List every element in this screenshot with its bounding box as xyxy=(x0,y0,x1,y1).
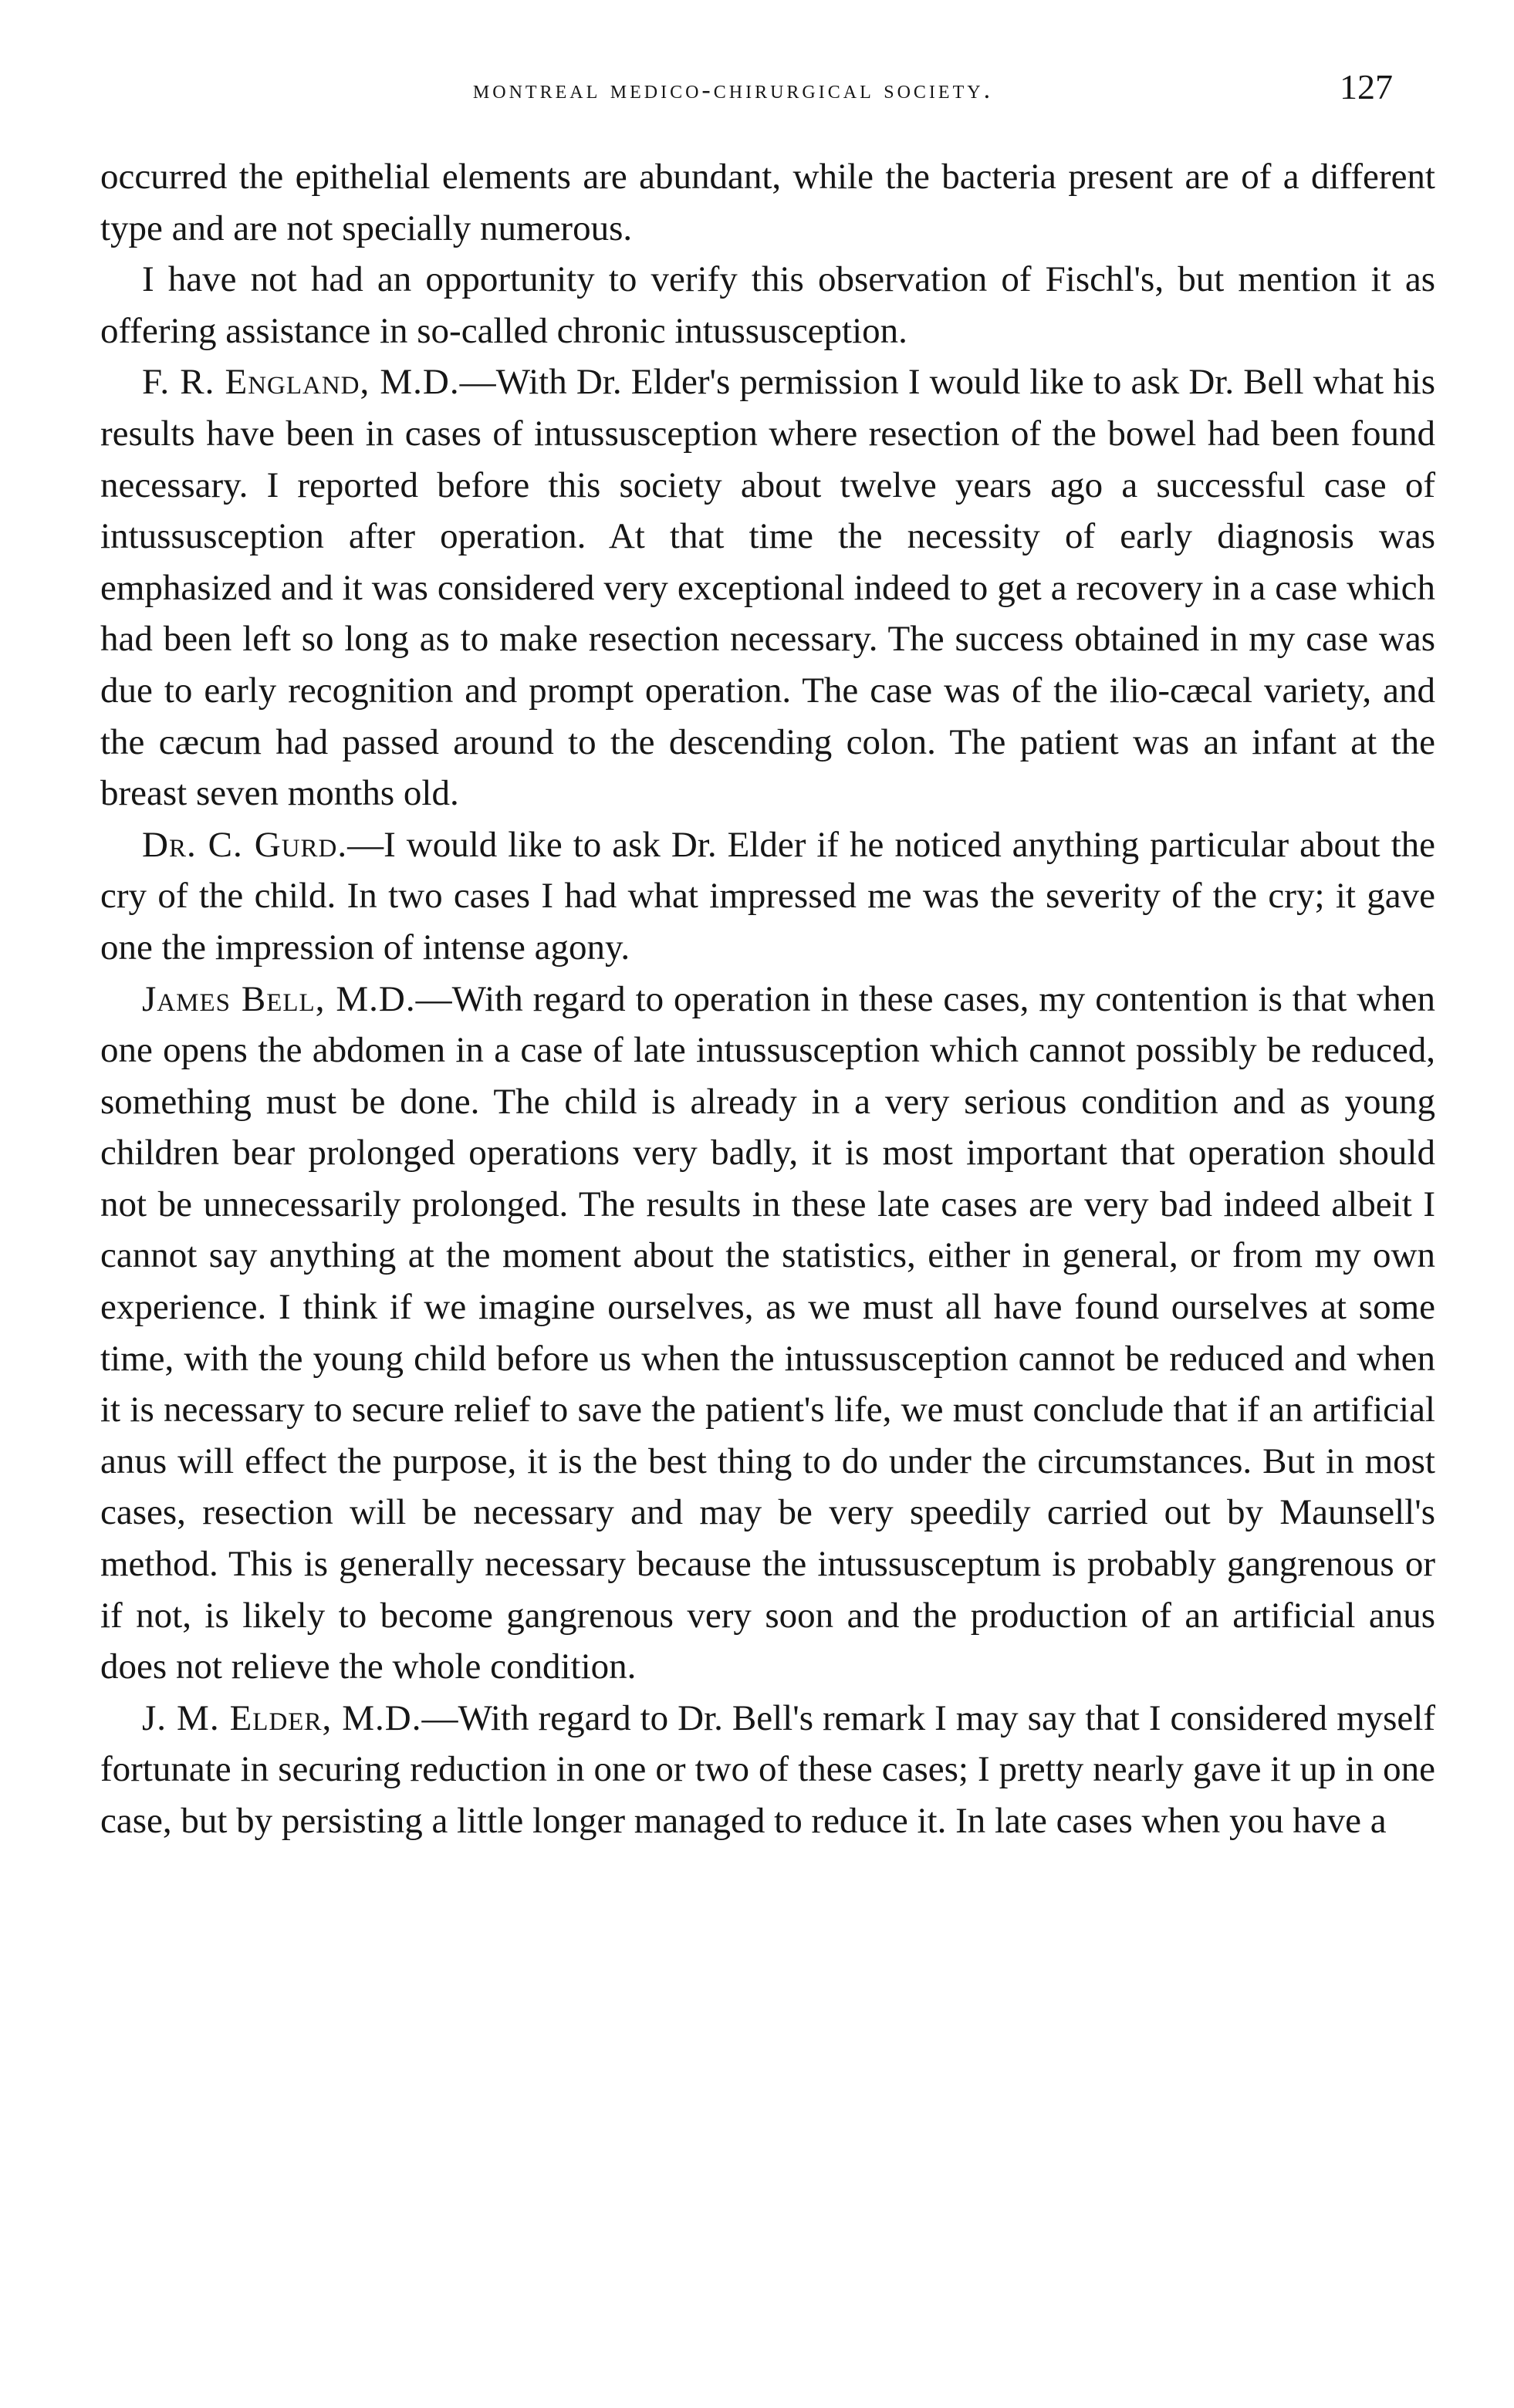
paragraph-text: occurred the epithelial elements are abundant, while the bacteria present are of a different type and are not specially numerous. xyxy=(100,157,1435,248)
running-title: montreal medico-chirurgical society. xyxy=(472,76,994,104)
paragraph-elder xyxy=(100,1693,1435,1847)
running-header xyxy=(324,76,1142,105)
paragraph-text: —With regard to Dr. Bell's remark I may say that I considered myself fortunate in securing reduction in one or two of these cases; I pretty nearly gave it up in one case, but by persisting a little longer managed to reduce it. In late cases when you have a xyxy=(100,1697,1435,1841)
paragraph-england xyxy=(100,356,1435,819)
paragraph-gurd xyxy=(100,819,1435,974)
paragraph-text: I have not had an opportunity to verify this observation of Fischl's, but mention it as offering assistance in so-called chronic intussusception. xyxy=(100,259,1435,351)
paragraph-text: —I would like to ask Dr. Elder if he noticed anything particular about the cry of the child. In two cases I had what impressed me was the severity of the cry; it gave one the impression of intense agony. xyxy=(100,824,1435,968)
paragraph-text: —With Dr. Elder's permission I would like to ask Dr. Bell what his results have been in cases of intussusception where resection of the bowel had been found necessary. I reported before this society about twelve years ago a successful case of intussusception after operation. At that time the necessity of early diagnosis was emphasized and it was considered very exceptional indeed to get a recovery in a case which had been left so long as to make resection necessary. The success obtained in my case was due to early recognition and prompt operation. The case was of the ilio-cæcal variety, and the cæcum had passed around to the descending colon. The patient was an infant at the breast seven months old. xyxy=(100,362,1436,814)
speaker-name: F. R. England, M.D. xyxy=(142,362,460,403)
speaker-name: James Bell, M.D. xyxy=(142,978,416,1019)
paragraph-bell xyxy=(100,974,1435,1693)
page-number: 127 xyxy=(1340,67,1393,106)
speaker-name: Dr. C. Gurd. xyxy=(142,824,348,865)
paragraph-continuation xyxy=(100,151,1435,254)
paragraph-text: —With regard to operation in these cases, my contention is that when one opens the abdomen in a case of late intussusception which cannot possibly be reduced, something must be done. The child is already in a very serious condition and as young children bear prolonged operations very badly, it is most important that operation should not be unnecessarily prolonged. The results in these late cases are very bad indeed albeit I cannot say anything at the moment about the statistics, either in general, or from my own experience. I think if we imagine ourselves, as we must all have found ourselves at some time, with the young child before us when the intussusception cannot be reduced and when it is necessary to secure relief to save the patient's life, we must conclude that if an artificial anus will effect the purpose, it is the best thing to do under the circumstances. But in most cases, resection will be necessary and may be very speedily carried out by Maunsell's method. This is generally necessary because the intussusceptum is probably gangrenous or if not, is likely to become gangrenous very soon and the production of an artificial anus does not relieve the whole condition. xyxy=(100,978,1436,1687)
speaker-name: J. M. Elder, M.D. xyxy=(142,1697,422,1738)
body-text xyxy=(100,151,1435,1847)
paragraph-fischl-note xyxy=(100,254,1435,356)
